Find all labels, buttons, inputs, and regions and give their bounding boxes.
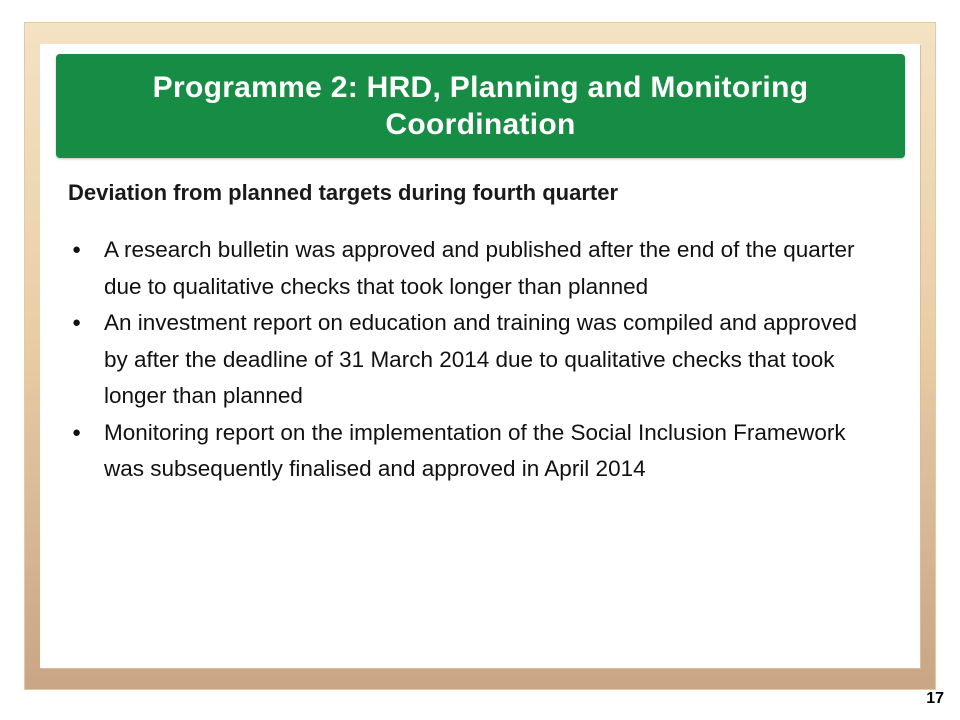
title-banner [56, 54, 905, 158]
bullet-item [68, 232, 858, 305]
bullet-text: Monitoring report on the implementation of the Social Inclusion Framework was subsequently finalised and approved in April 2014 [104, 419, 846, 481]
slide-title: Programme 2: HRD, Planning and Monitoring Coordination [152, 71, 809, 141]
bullet-text: An investment report on education and training was compiled and approved by after the deadline of 31 March 2014 due to qualitative checks that took longer than planned [104, 310, 857, 408]
bullet-dot-icon: ● [72, 423, 82, 441]
bullet-list [68, 232, 858, 488]
bullet-text: A research bulletin was approved and published after the end of the quarter due to qualitative checks that took longer than planned [104, 237, 855, 299]
bullet-item [68, 415, 858, 488]
bullet-item [68, 305, 858, 415]
page-number: 17 [926, 690, 944, 707]
bullet-dot-icon: ● [72, 241, 82, 258]
bullet-dot-icon: ● [72, 314, 82, 331]
section-heading: Deviation from planned targets during fourth quarter [68, 180, 619, 205]
